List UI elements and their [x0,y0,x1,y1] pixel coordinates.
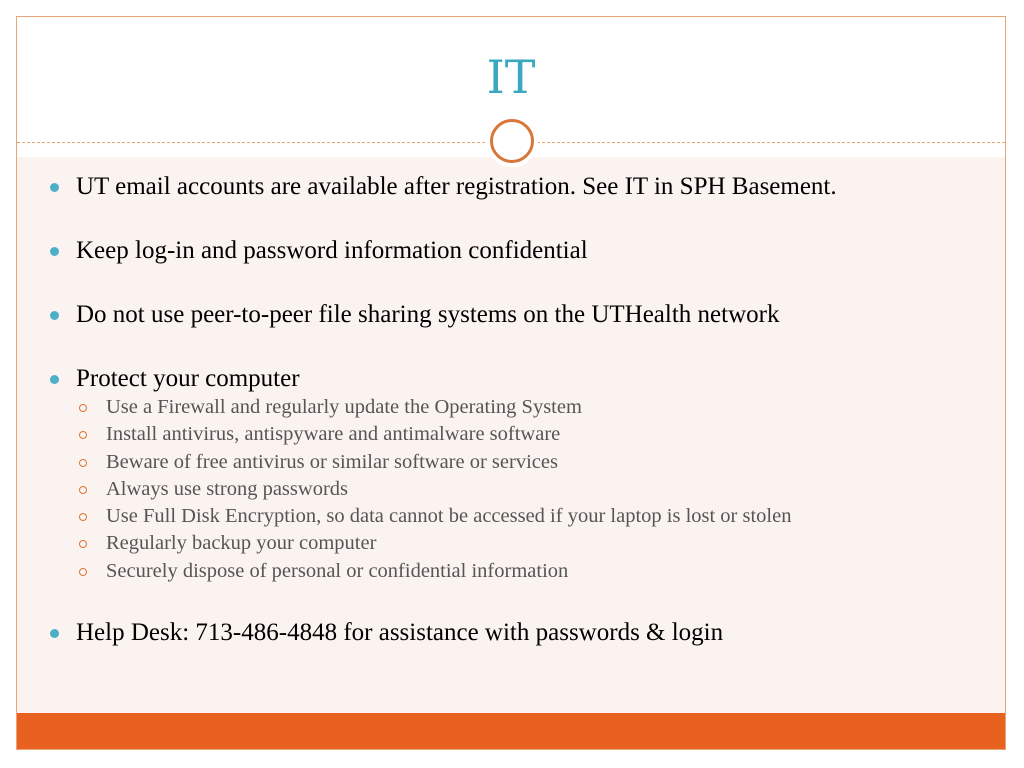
slide-title: IT [486,50,536,104]
bullet-item [17,173,1005,200]
sub-bullet-text: Use Full Disk Encryption, so data cannot be accessed if your laptop is lost or stolen [106,505,792,528]
hollow-circle-icon [79,513,87,521]
hollow-circle-icon [79,540,87,548]
bullet-dot-icon [50,311,59,320]
sub-bullet-text: Regularly backup your computer [106,532,377,555]
sub-bullet-text: Beware of free antivirus or similar software or services [106,450,558,473]
ornament-ring [490,119,534,163]
sub-bullet-item [76,503,965,530]
sub-bullet-text: Securely dispose of personal or confidential information [106,559,569,582]
sub-bullet-item [76,476,965,503]
bullet-dot-icon [50,629,59,638]
sub-bullet-item [76,449,965,476]
footer-bar [17,713,1005,749]
bullet-dot-icon [50,183,59,192]
hollow-circle-icon [79,431,87,439]
bullet-text: Do not use peer-to-peer file sharing systems on the UTHealth network [76,301,780,328]
bullet-item [17,237,1005,264]
hollow-circle-icon [79,568,87,576]
bullet-dot-icon [50,375,59,384]
sub-bullet-item [76,558,965,585]
bullet-list [17,173,1005,646]
sub-bullet-text: Always use strong passwords [106,477,348,500]
sub-bullet-item [76,421,965,448]
hollow-circle-icon [79,404,87,412]
sub-bullet-text: Install antivirus, antispyware and antimalware software [106,423,561,446]
bullet-item [17,619,1005,646]
sub-bullet-item [76,394,965,421]
bullet-text: UT email accounts are available after registration. See IT in SPH Basement. [76,173,837,200]
slide [16,16,1006,750]
sub-bullet-item [76,530,965,557]
hollow-circle-icon [79,459,87,467]
sub-bullet-list [76,394,965,585]
circle-ornament-icon [486,115,538,167]
bullet-text: Help Desk: 713-486-4848 for assistance with passwords & login [76,619,724,647]
bullet-item [17,365,1005,585]
sub-bullet-text: Use a Firewall and regularly update the Operating System [106,396,582,418]
bullet-text: Keep log-in and password information confidential [76,237,588,264]
bullet-dot-icon [50,247,59,256]
hollow-circle-icon [79,486,87,494]
bullet-item [17,301,1005,328]
bullet-text: Protect your computer [76,365,300,392]
